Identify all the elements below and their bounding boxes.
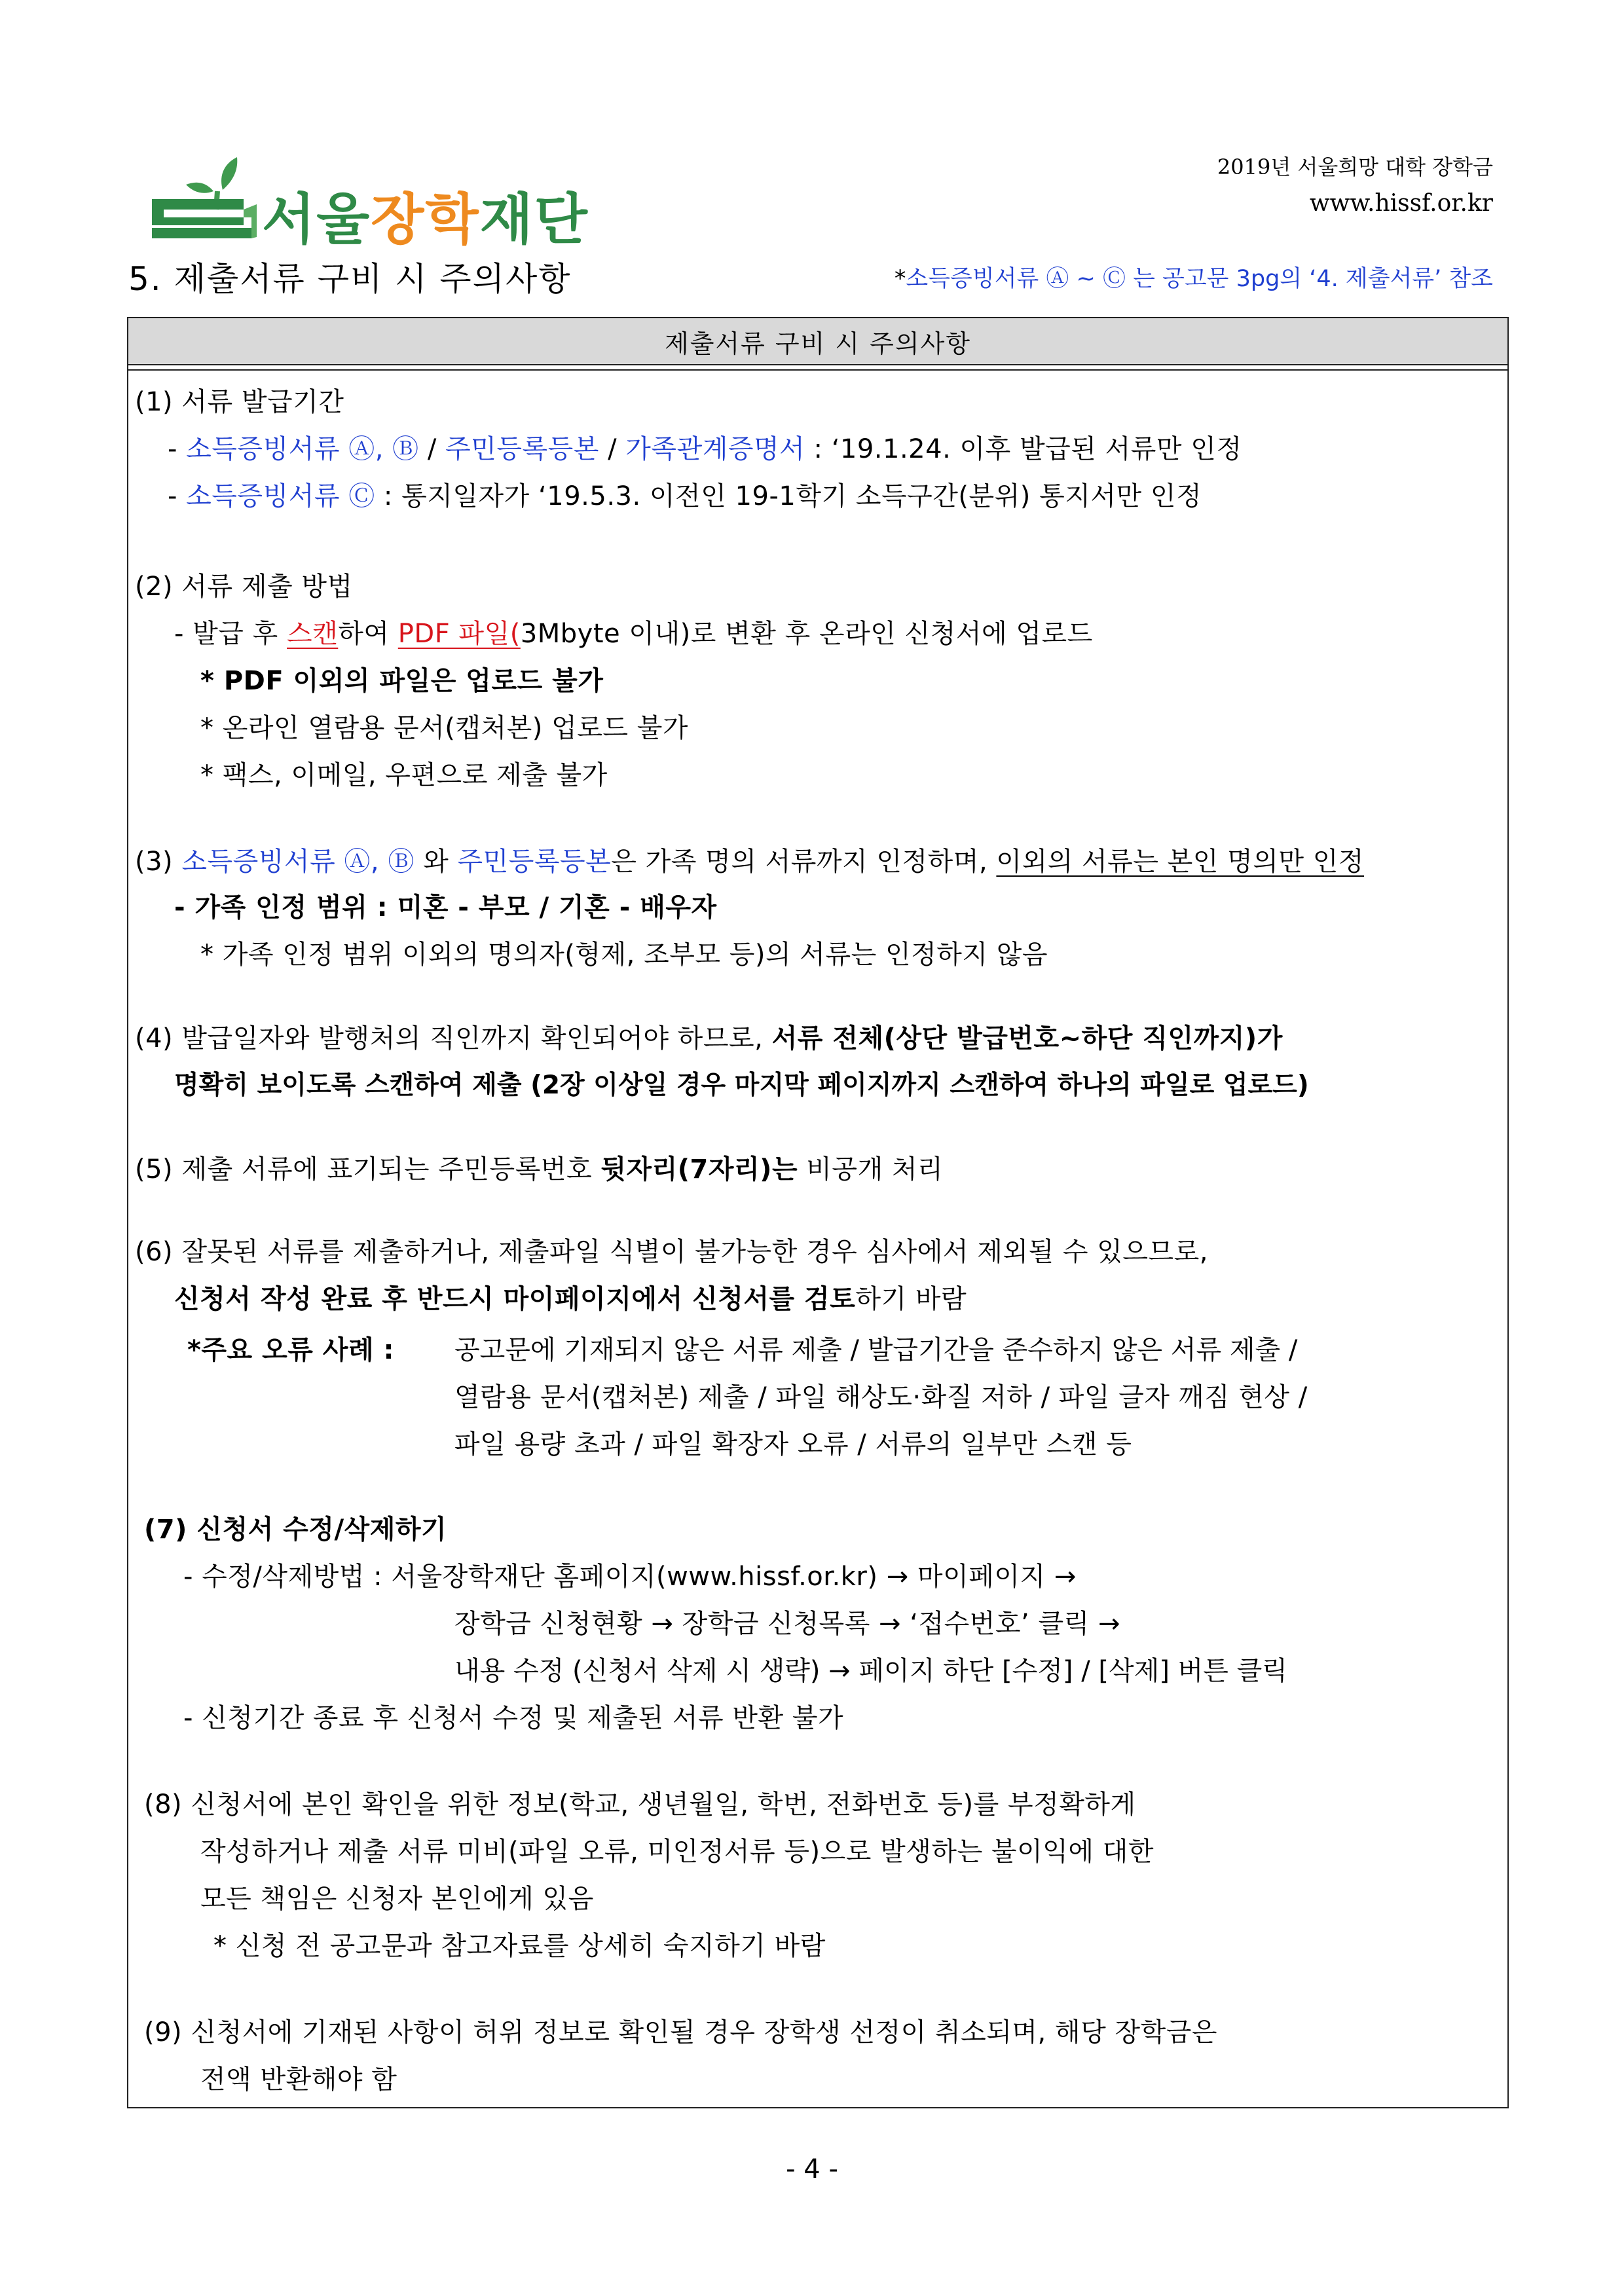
seoul-scholarship-foundation-logo xyxy=(145,152,589,251)
page-number: - 4 - xyxy=(786,2154,838,2184)
logo-text: 서울장학재단 xyxy=(262,187,589,251)
item4-line2: 명확히 보이도록 스캔하여 제출 (2장 이상일 경우 마지막 페이지까지 스캔하여 하나의 파일로 업로드) xyxy=(174,1071,1309,1100)
item2-line2: * PDF 이외의 파일은 업로드 불가 xyxy=(200,666,604,696)
section-title: 5. 제출서류 구비 시 주의사항 xyxy=(128,260,572,298)
item3-line3: * 가족 인정 범위 이외의 명의자(형제, 조부모 등)의 서류는 인정하지 않음 xyxy=(200,940,1048,970)
notice-box xyxy=(127,317,1509,2108)
item3-line1: (3) 소득증빙서류 Ⓐ, Ⓑ 와 주민등록등본은 가족 명의 서류까지 인정하며, 이외의 서류는 본인 명의만 인정 xyxy=(135,847,1365,877)
item7-line2: 장학금 신청현황 → 장학금 신청목록 → ‘접수번호’ 클릭 → xyxy=(454,1609,1120,1639)
header-year-text: 2019년 서울희망 대학 장학금 xyxy=(1217,155,1493,179)
item9-line1: (9) 신청서에 기재된 사항이 허위 정보로 확인될 경우 장학생 선정이 취소되며, 해당 장학금은 xyxy=(144,2017,1217,2047)
item6-line2: 신청서 작성 완료 후 반드시 마이페이지에서 신청서를 검토하기 바람 xyxy=(174,1284,967,1314)
item8-line1: (8) 신청서에 본인 확인을 위한 정보(학교, 생년월일, 학번, 전화번호 등)를 부정확하게 xyxy=(144,1790,1136,1820)
item6-error-line3: 파일 용량 초과 / 파일 확장자 오류 / 서류의 일부만 스캔 등 xyxy=(454,1429,1132,1460)
item2-line4: * 팩스, 이메일, 우편으로 제출 불가 xyxy=(200,760,608,790)
item9-line2: 전액 반환해야 함 xyxy=(200,2065,397,2095)
header-url: www.hissf.or.kr xyxy=(1309,190,1493,217)
item2-title: (2) 서류 제출 방법 xyxy=(135,572,353,602)
section-note: *소득증빙서류 Ⓐ ~ Ⓒ 는 공고문 3pg의 ‘4. 제출서류’ 참조 xyxy=(894,266,1493,292)
item4-line1: (4) 발급일자와 발행처의 직인까지 확인되어야 하므로, 서류 전체(상단 발급번호~하단 직인까지)가 xyxy=(135,1023,1283,1054)
item2-line1: - 발급 후 스캔하여 PDF 파일(3Mbyte 이내)로 변환 후 온라인 신청서에 업로드 xyxy=(174,619,1093,649)
item1-title: (1) 서류 발급기간 xyxy=(135,387,344,417)
item3-line2: - 가족 인정 범위 : 미혼 - 부모 / 기혼 - 배우자 xyxy=(174,892,717,923)
item6-error-line2: 열람용 문서(캡처본) 제출 / 파일 해상도·화질 저하 / 파일 글자 깨짐 현상 / xyxy=(454,1382,1308,1412)
item7-title: (7) 신청서 수정/삭제하기 xyxy=(144,1515,447,1545)
item1-line2: - 소득증빙서류 Ⓒ : 통지일자가 ‘19.5.3. 이전인 19-1학기 소득구간(분위) 통지서만 인정 xyxy=(168,481,1202,511)
item8-line4: * 신청 전 공고문과 참고자료를 상세히 숙지하기 바람 xyxy=(213,1931,826,1961)
notice-box-header: 제출서류 구비 시 주의사항 xyxy=(128,318,1507,365)
item8-line2: 작성하거나 제출 서류 미비(파일 오류, 미인정서류 등)으로 발생하는 불이익에 대한 xyxy=(200,1837,1154,1867)
item8-line3: 모든 책임은 신청자 본인에게 있음 xyxy=(200,1884,594,1914)
item6-error-label: *주요 오류 사례 : xyxy=(187,1335,395,1365)
item1-line1: - 소득증빙서류 Ⓐ, Ⓑ / 주민등록등본 / 가족관계증명서 : ‘19.1.24. 이후 발급된 서류만 인정 xyxy=(168,434,1242,464)
item7-line4: - 신청기간 종료 후 신청서 수정 및 제출된 서류 반환 불가 xyxy=(183,1703,844,1733)
item7-line1: - 수정/삭제방법 : 서울장학재단 홈페이지(www.hissf.or.kr) → 마이페이지 → xyxy=(183,1562,1077,1592)
item5-line: (5) 제출 서류에 표기되는 주민등록번호 뒷자리(7자리)는 비공개 처리 xyxy=(135,1154,944,1184)
sprout-book-icon xyxy=(145,152,260,250)
item7-line3: 내용 수정 (신청서 삭제 시 생략) → 페이지 하단 [수정] / [삭제] 버튼 클릭 xyxy=(454,1656,1287,1686)
item6-line1: (6) 잘못된 서류를 제출하거나, 제출파일 식별이 불가능한 경우 심사에서 제외될 수 있으므로, xyxy=(135,1237,1208,1267)
item6-error-line1: 공고문에 기재되지 않은 서류 제출 / 발급기간을 준수하지 않은 서류 제출 / xyxy=(454,1335,1298,1365)
item2-line3: * 온라인 열람용 문서(캡처본) 업로드 불가 xyxy=(200,713,689,743)
